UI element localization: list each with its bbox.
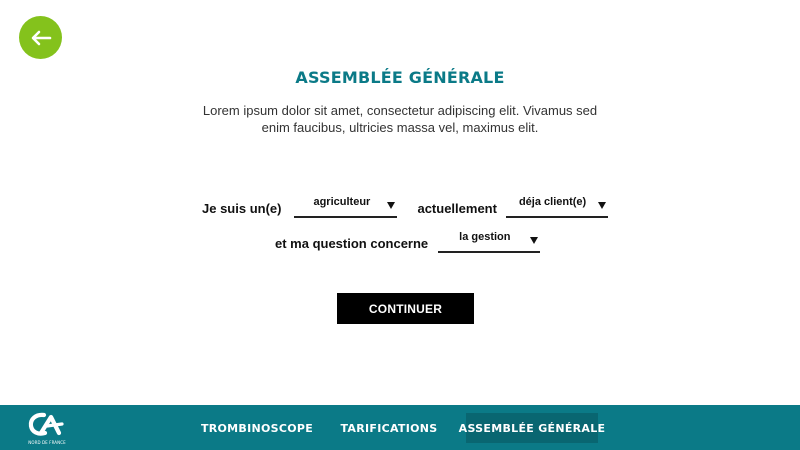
profile-row: [202, 196, 608, 218]
credit-agricole-logo[interactable]: [24, 411, 70, 447]
topic-select[interactable]: [438, 231, 540, 253]
topic-select-value: la gestion: [459, 231, 511, 243]
status-select[interactable]: [506, 196, 608, 218]
question-row: [275, 231, 540, 253]
caret-down-icon: [598, 202, 606, 209]
profile-select-value: agriculteur: [313, 196, 371, 208]
currently-label: actuellement: [417, 201, 497, 216]
caret-down-icon: [387, 202, 395, 209]
question-label: et ma question concerne: [275, 236, 429, 251]
status-select-value: déja client(e): [518, 196, 587, 208]
caret-down-icon: [530, 237, 538, 244]
continue-button[interactable]: CONTINUER: [337, 293, 474, 324]
page-title: ASSEMBLÉE GÉNÉRALE: [295, 68, 505, 87]
nav-tarifications[interactable]: TARIFICATIONS: [340, 421, 438, 435]
i-am-label: Je suis un(e): [202, 201, 282, 216]
profile-select[interactable]: [294, 196, 397, 218]
back-button[interactable]: [19, 16, 62, 59]
arrow-left-icon: [30, 30, 52, 46]
footer-nav-bar: [0, 405, 800, 450]
nav-trombinoscope[interactable]: TROMBINOSCOPE: [200, 421, 314, 435]
nav-assemblee-generale[interactable]: ASSEMBLÉE GÉNÉRALE: [466, 413, 598, 443]
logo-text: NORD DE FRANCE: [28, 440, 66, 445]
logo-mark-icon: [24, 411, 70, 439]
intro-text: Lorem ipsum dolor sit amet, consectetur adipiscing elit. Vivamus sed enim faucibus, ultricies massa vel, maximus elit.: [202, 103, 598, 135]
